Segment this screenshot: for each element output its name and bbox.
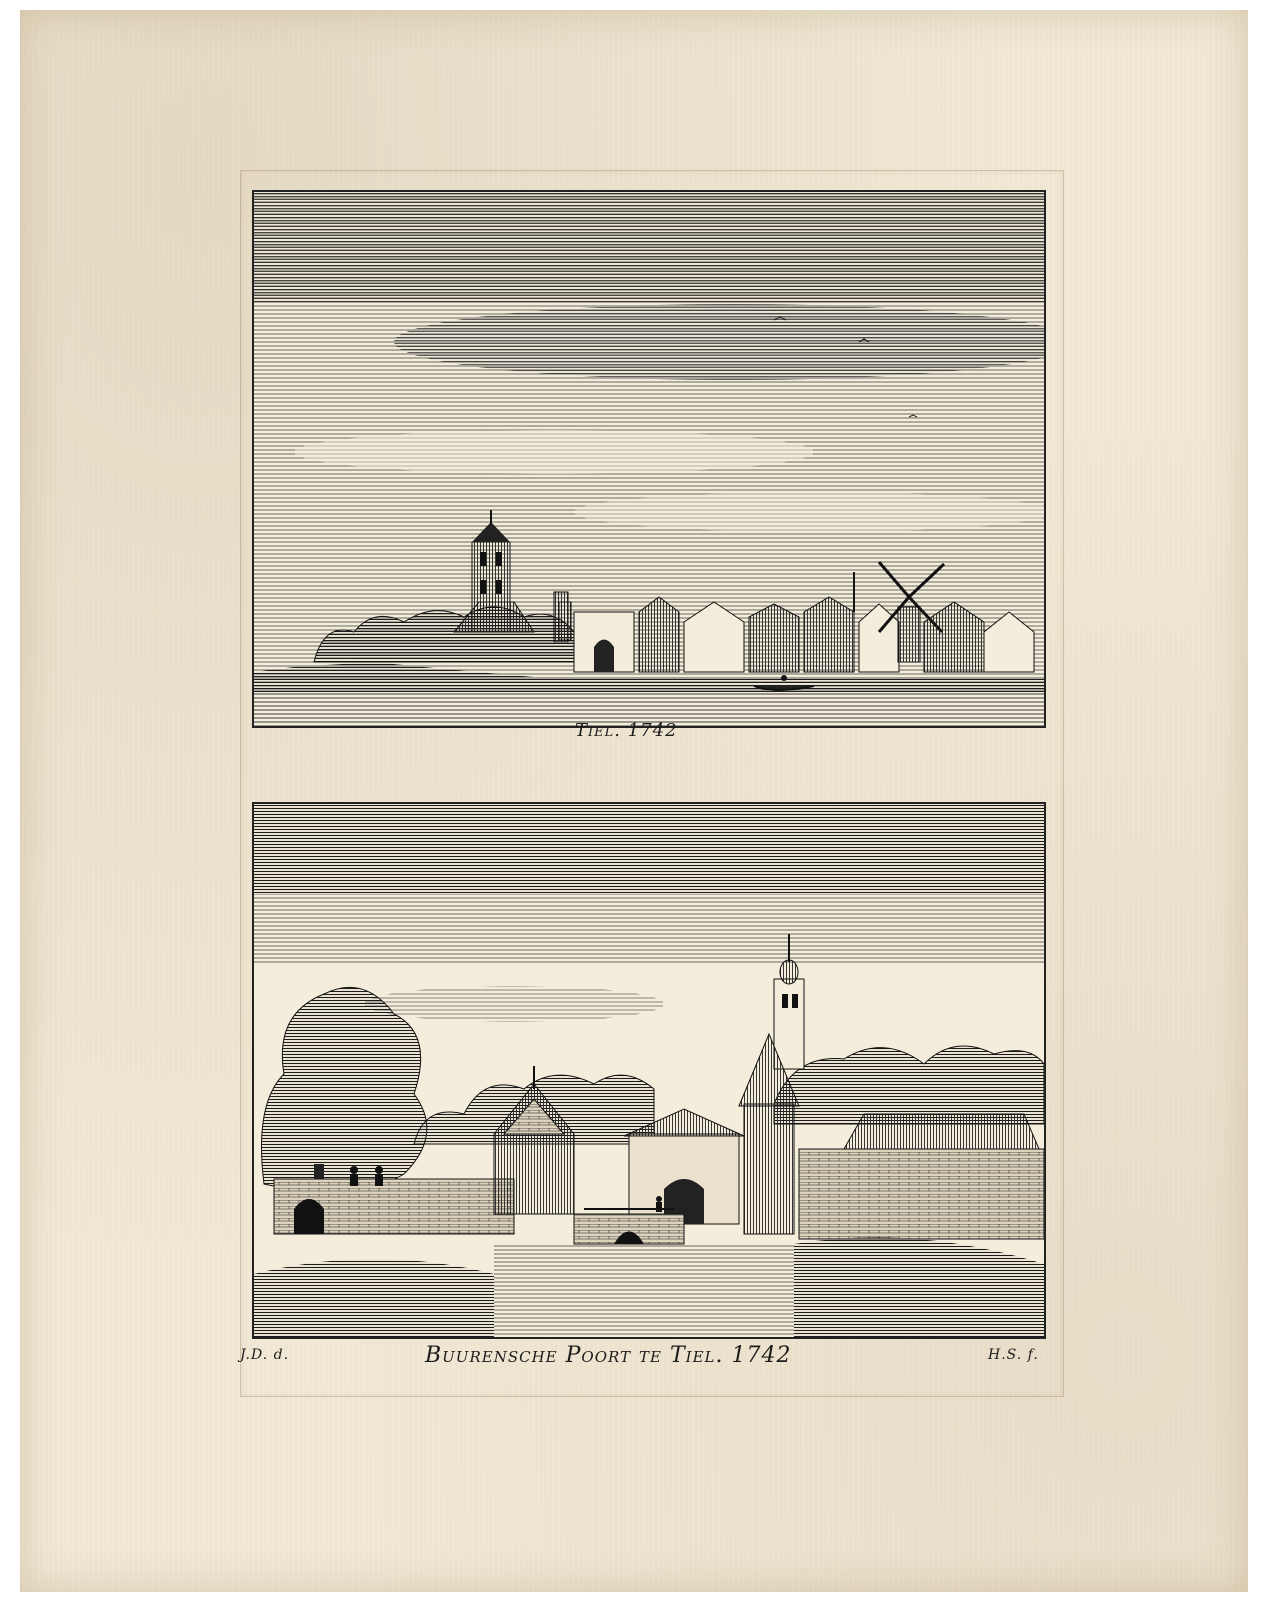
- bottom-engraving: [252, 802, 1046, 1339]
- top-engraving: [252, 190, 1046, 728]
- buurensche-poort-illustration: [254, 804, 1044, 1337]
- bottom-signature-right: H.S. f.: [988, 1347, 1039, 1363]
- bottom-print-title: Buurensche Poort te Tiel. 1742: [425, 1343, 792, 1368]
- paper-sheet: [20, 10, 1248, 1592]
- bottom-signature-left: J.D. d.: [240, 1347, 290, 1363]
- tiel-view-illustration: [254, 192, 1044, 726]
- top-print-title: Tiel. 1742: [575, 720, 678, 741]
